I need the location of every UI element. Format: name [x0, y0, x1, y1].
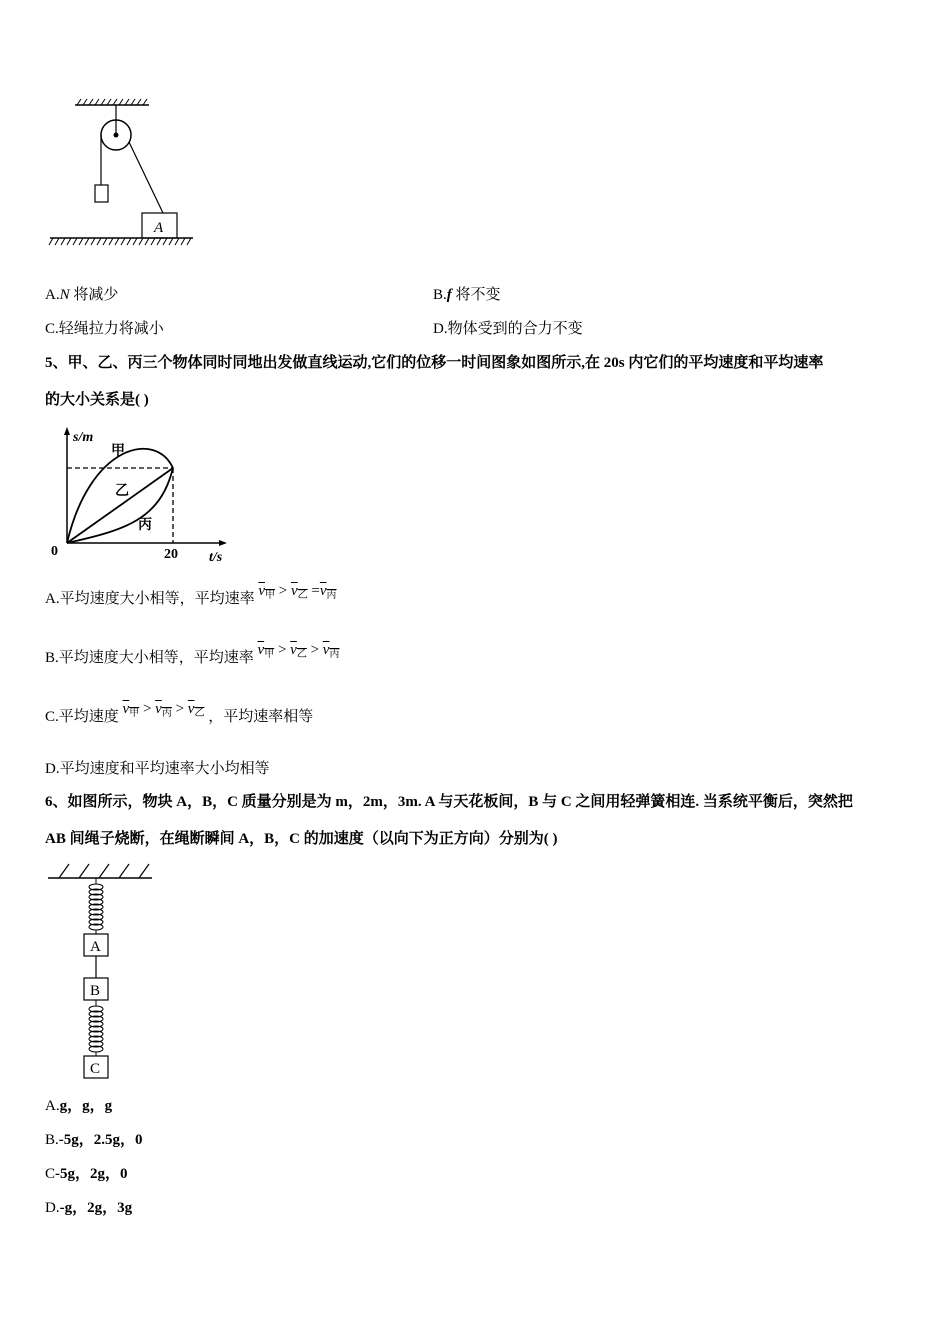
v-jia: $v_甲$: [122, 701, 140, 719]
v-jia: $v_甲$: [257, 642, 275, 660]
curve-yi: [67, 468, 173, 543]
q6-spring-figure: [45, 858, 160, 1083]
block-c-label: C: [90, 1061, 101, 1077]
option-text: -5g，2.5g，0: [58, 1132, 143, 1148]
option-prefix: A.: [45, 287, 60, 303]
q4-option-c: C.轻绳拉力将减小: [45, 321, 164, 337]
q5-stem-line1: 5、甲、乙、丙三个物体同时同地出发做直线运动,它们的位移一时间图象如图所示,在 20s 内它们的平均速度和平均速率: [45, 355, 824, 371]
q6-option-c: [45, 1164, 128, 1184]
option-var: f: [446, 287, 452, 303]
q4-option-d: D.物体受到的合力不变: [433, 321, 583, 337]
option-text: 将减少: [73, 287, 119, 303]
q6-option-b: [45, 1130, 143, 1150]
q5-option-a: A.平均速度大小相等，平均速率 $v_甲 > v_乙 =v_丙$: [45, 583, 337, 607]
origin-label: 0: [51, 544, 58, 559]
option-text: C.平均速度: [45, 709, 119, 725]
block-a-label: A: [90, 939, 101, 955]
upper-spring: [89, 878, 103, 934]
v-yi: $v_乙$: [290, 642, 307, 660]
option-prefix: B.: [433, 287, 447, 303]
option-text: 将不变: [455, 287, 501, 303]
option-tail: ，平均速率相等: [208, 709, 314, 725]
q6-option-d: [45, 1198, 132, 1218]
q5-option-b: B.平均速度大小相等，平均速率 $v_甲 > v_乙 > v_丙$: [45, 642, 340, 666]
v-yi: $v_乙$: [290, 583, 308, 601]
option-prefix: A.: [45, 1098, 60, 1114]
option-var: N: [59, 287, 70, 303]
q5-option-c: C.平均速度 $v_甲 > v_丙 > v_乙$ ，平均速率相等: [45, 701, 314, 725]
option-text: -g，2g，3g: [59, 1200, 133, 1216]
v-jia: $v_甲$: [258, 583, 276, 601]
v-bing: $v_丙$: [322, 642, 340, 660]
label-bing: 丙: [138, 518, 152, 533]
option-text: -5g，2g，0: [55, 1166, 128, 1182]
q6-stem-line2: AB 间绳子烧断，在绳断瞬间 A，B，C 的加速度（以向下为正方向）分别为( ): [45, 831, 558, 847]
label-yi: 乙: [115, 484, 129, 499]
hanging-mass: [95, 185, 108, 202]
option-prefix: C: [45, 1166, 56, 1182]
v-bing: $v_丙$: [155, 701, 172, 719]
q6-stem-line1: 6、如图所示，物块 A，B，C 质量分别是为 m，2m，3m. A 与天花板间，B 与 C 之间用轻弹簧相连. 当系统平衡后，突然把: [45, 794, 853, 810]
option-text: g，g，g: [59, 1098, 113, 1114]
q4-option-a: [45, 285, 118, 305]
v-yi: $v_乙$: [187, 701, 205, 719]
q5-stem-line2: 的大小关系是( ): [45, 392, 149, 408]
q6-option-a: [45, 1096, 112, 1116]
pulley-figure: [45, 95, 205, 250]
block-b-label: B: [90, 983, 101, 999]
v-bing: $v_丙$: [319, 583, 337, 601]
lower-spring: [89, 1000, 103, 1056]
option-prefix: D.: [45, 1200, 60, 1216]
option-text: B.平均速度大小相等，平均速率: [45, 650, 254, 666]
y-axis-label: s/m: [73, 430, 94, 445]
q5-option-d: D.平均速度和平均速率大小均相等: [45, 761, 270, 777]
x-axis-label: t/s: [209, 550, 223, 565]
option-text: A.平均速度大小相等，平均速率: [45, 591, 255, 607]
label-jia: 甲: [111, 444, 125, 459]
option-prefix: B.: [45, 1132, 59, 1148]
q5-displacement-graph: [45, 425, 235, 567]
x-tick-label: 20: [164, 547, 178, 562]
q4-option-b: [433, 285, 501, 305]
block-a-label: A: [154, 220, 164, 236]
